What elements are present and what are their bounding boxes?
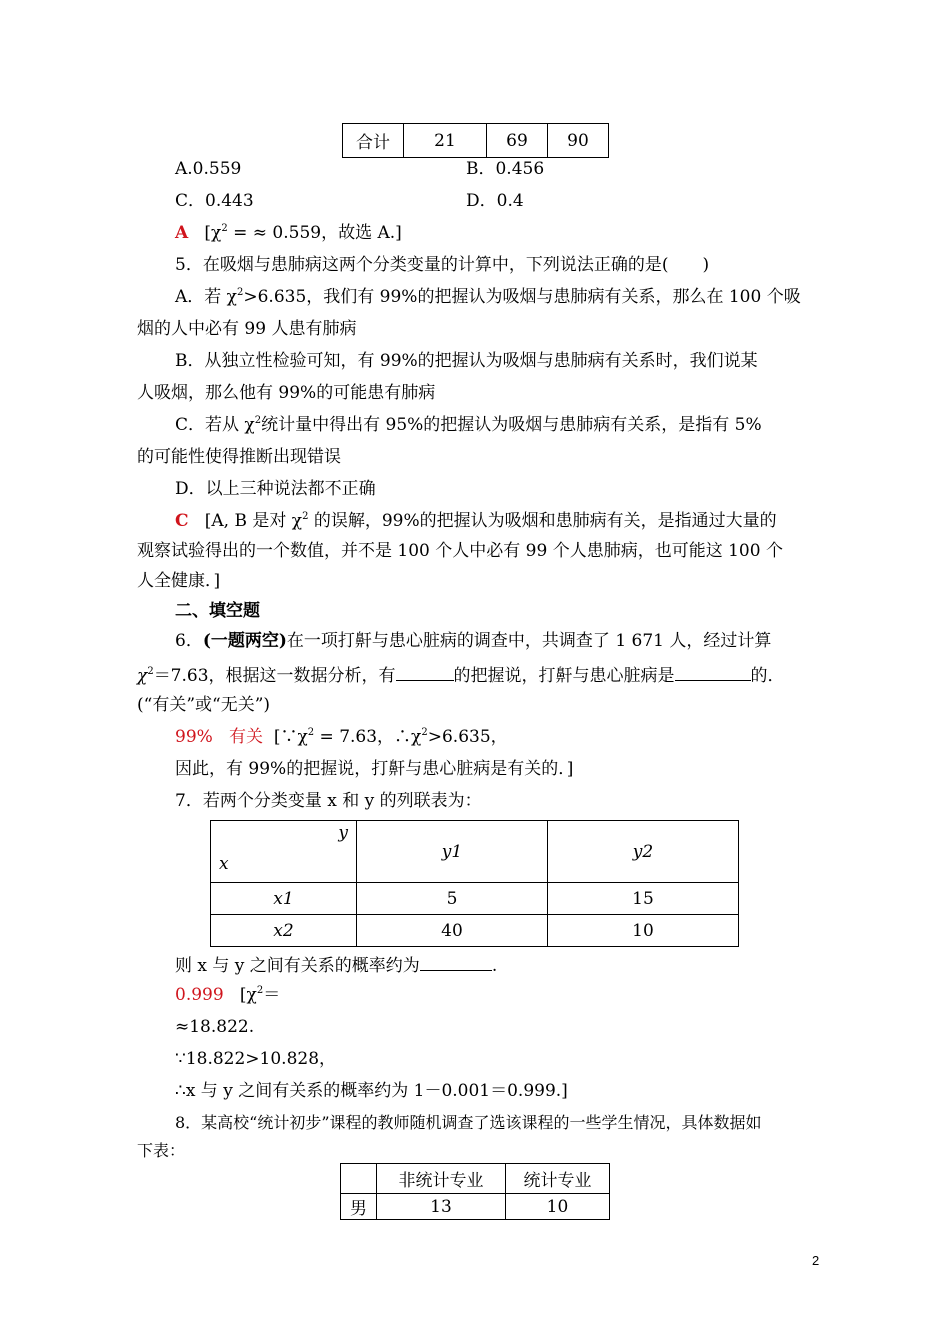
q5-explanation-2: 观察试验得出的一个数值，并不是 100 个人中必有 99 个人患肺病，也可能这 100 个 bbox=[137, 541, 783, 561]
q6-answer-1: 99% bbox=[175, 727, 213, 747]
table-cell: 21 bbox=[404, 124, 487, 158]
table-cell: 合计 bbox=[343, 124, 404, 158]
q8-stem: 8．某高校“统计初步”课程的教师随机调查了选该课程的一些学生情况，具体数据如 bbox=[175, 1113, 762, 1132]
q8-stem-2: 下表： bbox=[137, 1141, 186, 1160]
q7-explanation-2: ≈18.822. bbox=[175, 1017, 255, 1037]
table-header: 非统计专业 bbox=[377, 1164, 506, 1194]
q5-stem: 5．在吸烟与患肺病这两个分类变量的计算中，下列说法正确的是( ) bbox=[175, 255, 710, 275]
q4-answer: A bbox=[175, 223, 189, 243]
section-title: 二、填空题 bbox=[175, 601, 260, 621]
table-cell: 90 bbox=[548, 124, 609, 158]
q5-explanation: C [A, B 是对 $\chi^2$ 的误解，99%的把握认为吸烟和患肺病有关，是指通过大量的 bbox=[175, 511, 777, 531]
top-table bbox=[342, 123, 609, 158]
q5-option-c-cont: 的可能性使得推断出现错误 bbox=[137, 447, 341, 467]
q7-explanation: 0.999 [$\chi^2=$ bbox=[175, 985, 281, 1005]
q5-option-c: C．若从 $\chi^2$统计量中得出有 95%的把握认为吸烟与患肺病有关系，是指有 5% bbox=[175, 415, 762, 435]
q5-answer: C bbox=[175, 511, 189, 531]
q5-option-b: B．从独立性检验可知，有 99%的把握认为吸烟与患肺病有关系时，我们说某 bbox=[175, 351, 758, 371]
q7-stem: 7．若两个分类变量 x 和 y 的列联表为： bbox=[175, 791, 482, 811]
table-row: 男 13 10 bbox=[341, 1194, 610, 1220]
q6-stem-2: $\chi^2=7.63$，根据这一数据分析，有 的把握说，打鼾与患心脏病是 的． bbox=[137, 662, 785, 687]
q5-option-a: A．若 $\chi^2>6.635$，我们有 99%的把握认为吸烟与患肺病有关系，那么在 100 个吸 bbox=[175, 287, 801, 307]
q8-table bbox=[340, 1163, 610, 1220]
q7-explanation-4: ∴x 与 y 之间有关系的概率约为 1－0.001＝0.999.] bbox=[175, 1081, 568, 1101]
q5-option-d: D．以上三种说法都不正确 bbox=[175, 479, 376, 499]
q5-option-b-cont: 人吸烟，那么他有 99%的可能患有肺病 bbox=[137, 383, 436, 403]
q6-stem-3: (“有关”或“无关”) bbox=[137, 695, 271, 715]
table-header: y2 bbox=[548, 821, 739, 883]
table-header: 统计专业 bbox=[506, 1164, 610, 1194]
table-row: x1 5 15 bbox=[211, 883, 739, 915]
q4-option-a: A.0.559 bbox=[175, 159, 242, 179]
q4-option-c: C．0.443 bbox=[175, 191, 254, 211]
q4-option-b: B．0.456 bbox=[466, 159, 545, 179]
table-cell: 69 bbox=[487, 124, 548, 158]
q4-option-d: D．0.4 bbox=[466, 191, 524, 211]
q6-answer-2: 有关 bbox=[229, 727, 264, 747]
q5-option-a-cont: 烟的人中必有 99 人患有肺病 bbox=[137, 319, 357, 339]
q4-explanation: A [$\chi^2$ = ≈ 0.559，故选 A.] bbox=[175, 223, 402, 243]
q6-explanation-2: 因此，有 99%的把握说，打鼾与患心脏病是有关的．] bbox=[175, 759, 574, 779]
q6-explanation: 99% 有关 [$\because\chi^2 = 7.63$，$\therefore\chi^2>6.635$， bbox=[175, 727, 508, 747]
q5-explanation-3: 人全健康．] bbox=[137, 571, 221, 591]
q7-explanation-3: ∵18.822>10.828， bbox=[175, 1049, 337, 1069]
q7-answer: 0.999 bbox=[175, 985, 224, 1005]
table-header: y1 bbox=[357, 821, 548, 883]
q7-contingency-table bbox=[210, 820, 739, 947]
q7-question: 则 x 与 y 之间有关系的概率约为 . bbox=[175, 952, 497, 977]
table-corner-cell: y x bbox=[211, 821, 357, 883]
table-row: x2 40 10 bbox=[211, 915, 739, 947]
page-number: 2 bbox=[812, 1253, 820, 1268]
q6-stem: 6．(一题两空)在一项打鼾与患心脏病的调查中，共调查了 1 671 人，经过计算 bbox=[175, 631, 772, 651]
